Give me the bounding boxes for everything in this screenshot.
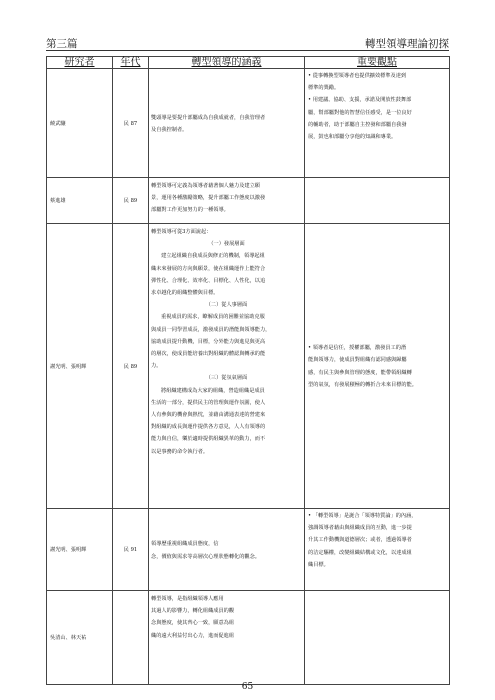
definition-line: 彈性化、合理化、效率化、目標化、人性化，以追 bbox=[151, 277, 266, 284]
header-rule bbox=[46, 50, 449, 51]
researcher-cell: 謝光明、張明輝 bbox=[47, 509, 113, 591]
definition-cell bbox=[149, 509, 305, 591]
point-line: • 領導者是信任，授權部屬，激發員工的潛 bbox=[308, 345, 407, 352]
definition-line: 部屬對工作更加努力的一種領導。 bbox=[151, 207, 229, 214]
point-line: 屬，幫部屬對他的智慧信任感受，是一位良好 bbox=[308, 109, 412, 116]
year-cell: 民 87 bbox=[113, 69, 149, 178]
table-header-row bbox=[47, 57, 450, 69]
definition-intro: 轉型領導可從3方面說起： bbox=[151, 229, 212, 235]
running-header-right: 轉型領導理論初探 bbox=[365, 38, 449, 50]
definition-line: 將組織建構成為大家的組織，營造組織是成員 bbox=[161, 387, 265, 394]
researcher-cell: 吳清山、林天祐 bbox=[47, 591, 113, 685]
year-cell: 民 89 bbox=[113, 224, 149, 509]
definition-cell bbox=[149, 224, 305, 509]
point-line: 感，有民主與參與管理的態度，能帶領組織轉 bbox=[308, 369, 412, 376]
point-line: 展，鼓也和部屬分享他的知識和專業。 bbox=[308, 134, 397, 141]
definition-line: 雙頭導是要提升部屬成為自我成就者，自我管理者 bbox=[151, 114, 266, 121]
points-cell bbox=[305, 509, 450, 591]
point-line: 型的氣氛，有發展積極的轉折合未來目標的能。 bbox=[308, 381, 417, 388]
col-definition-header: 轉型領導的涵義 bbox=[149, 57, 305, 69]
point-line: 強調領導者藉由與組織成員的互動，進一步提 bbox=[308, 525, 412, 532]
section-heading: （一）發展層面 bbox=[208, 241, 245, 248]
point-line: 的輔助者，助于部屬自主控發和部屬自我發 bbox=[308, 121, 407, 128]
definition-cell bbox=[149, 178, 305, 224]
definition-line: 其過人的影響力，轉化組織成員的觀 bbox=[151, 608, 235, 615]
point-line: • 「轉型領導」是誕合「領導特質論」的內涵， bbox=[308, 513, 417, 519]
running-header-left: 第三篇 bbox=[46, 38, 78, 50]
definition-line: 力。 bbox=[151, 363, 162, 370]
definition-line: 能力與自信，樂於適時提供組織異革的動力，而不 bbox=[151, 436, 266, 443]
definition-line: 求卓越化的組織整體與目標。 bbox=[151, 290, 219, 297]
researcher-cell: 謝光明、張明輝 bbox=[47, 224, 113, 509]
points-cell bbox=[305, 178, 450, 224]
points-cell bbox=[305, 224, 450, 509]
table-row bbox=[47, 69, 450, 178]
definition-line: 的層次，使成員能培養出對組織的體認與轉承的能 bbox=[151, 351, 266, 358]
definition-line: 景，運用各種激勵策略，提升部屬工作態度以激發 bbox=[151, 195, 266, 202]
section-heading: （二）從人事層面 bbox=[205, 302, 248, 309]
definition-line: 對組織的成長與運作提供各方意見，人人有領導的 bbox=[151, 424, 266, 431]
year-cell bbox=[113, 591, 149, 685]
point-line: 標準的獎勵。 bbox=[308, 85, 340, 92]
col-year-header: 年代 bbox=[113, 57, 149, 69]
point-line: • 從事轉換型領導者也提供擴效標準及達到 bbox=[308, 73, 407, 79]
section-heading: （三）從氛氣層面 bbox=[205, 375, 248, 382]
point-line: 能與領導力，使成員對組織有認同感與歸屬 bbox=[308, 357, 407, 364]
definition-line: 轉型領導，是指組織領導人應用 bbox=[151, 596, 224, 602]
point-line: 的洁定驅權，改變組織結構或文化，以達成組 bbox=[308, 549, 412, 556]
definition-line: 織未來發展的方向與願景，使在組織運作上能符合 bbox=[151, 265, 266, 272]
point-line: • 用建議、協助、支援，承諾及開放性鼓舞部 bbox=[308, 97, 412, 104]
definition-line: 轉型領導可定義為領導者藉著個人魅力及建立願 bbox=[151, 183, 260, 189]
researcher-cell: 蔡進雄 bbox=[47, 178, 113, 224]
table-row bbox=[47, 509, 450, 591]
definition-line: 以是事務的命令執行者。 bbox=[151, 448, 209, 455]
definition-line: 領導歷重視組織成員態度，信 bbox=[151, 541, 219, 548]
point-line: 織目標。 bbox=[308, 561, 329, 568]
table-row bbox=[47, 591, 450, 685]
col-points-header: 重要觀點 bbox=[305, 57, 450, 69]
point-line: 升其工作動機與道德層次；或者，透過領導者 bbox=[308, 537, 412, 544]
year-cell: 民 89 bbox=[113, 178, 149, 224]
table-row bbox=[47, 178, 450, 224]
definition-cell bbox=[149, 69, 305, 178]
definition-line: 建立起組織自我成長與修正的機制，領導起組 bbox=[161, 253, 265, 260]
definition-line: 協助成員提升動機，目標，分外能力與進見與更高 bbox=[151, 338, 266, 345]
col-researcher-header: 研究者 bbox=[47, 57, 113, 69]
definition-line: 重視成員的需求，瞭解成員的困難並協助克服 bbox=[161, 314, 265, 321]
definition-line: 念，價值與需求等高層次心理狀態轉化的觀念。 bbox=[151, 553, 260, 560]
definition-line: 及自我控制者。 bbox=[151, 127, 188, 133]
definition-line: 與成員一同學習成長，激發成員的潛能與領導能力， bbox=[151, 326, 271, 333]
points-cell bbox=[305, 591, 450, 685]
year-cell: 民 91 bbox=[113, 509, 149, 591]
page-number: 65 bbox=[241, 682, 254, 692]
definition-line: 織的遠大利益付出心力，進而促進組 bbox=[151, 632, 235, 639]
definition-line: 生活的一部分，提供民主的管理與運作氛圍，使人 bbox=[151, 399, 266, 406]
table-row bbox=[47, 224, 450, 509]
definition-cell bbox=[149, 591, 305, 685]
definition-line: 念與態度，使其齊心一致，願意為組 bbox=[151, 620, 235, 627]
definition-line: 人有參與的機會與熱忱，並藉由溝通表達的營建來 bbox=[151, 412, 266, 419]
leadership-table bbox=[46, 56, 450, 685]
researcher-cell: 饒武驤 bbox=[47, 69, 113, 178]
points-cell bbox=[305, 69, 450, 178]
